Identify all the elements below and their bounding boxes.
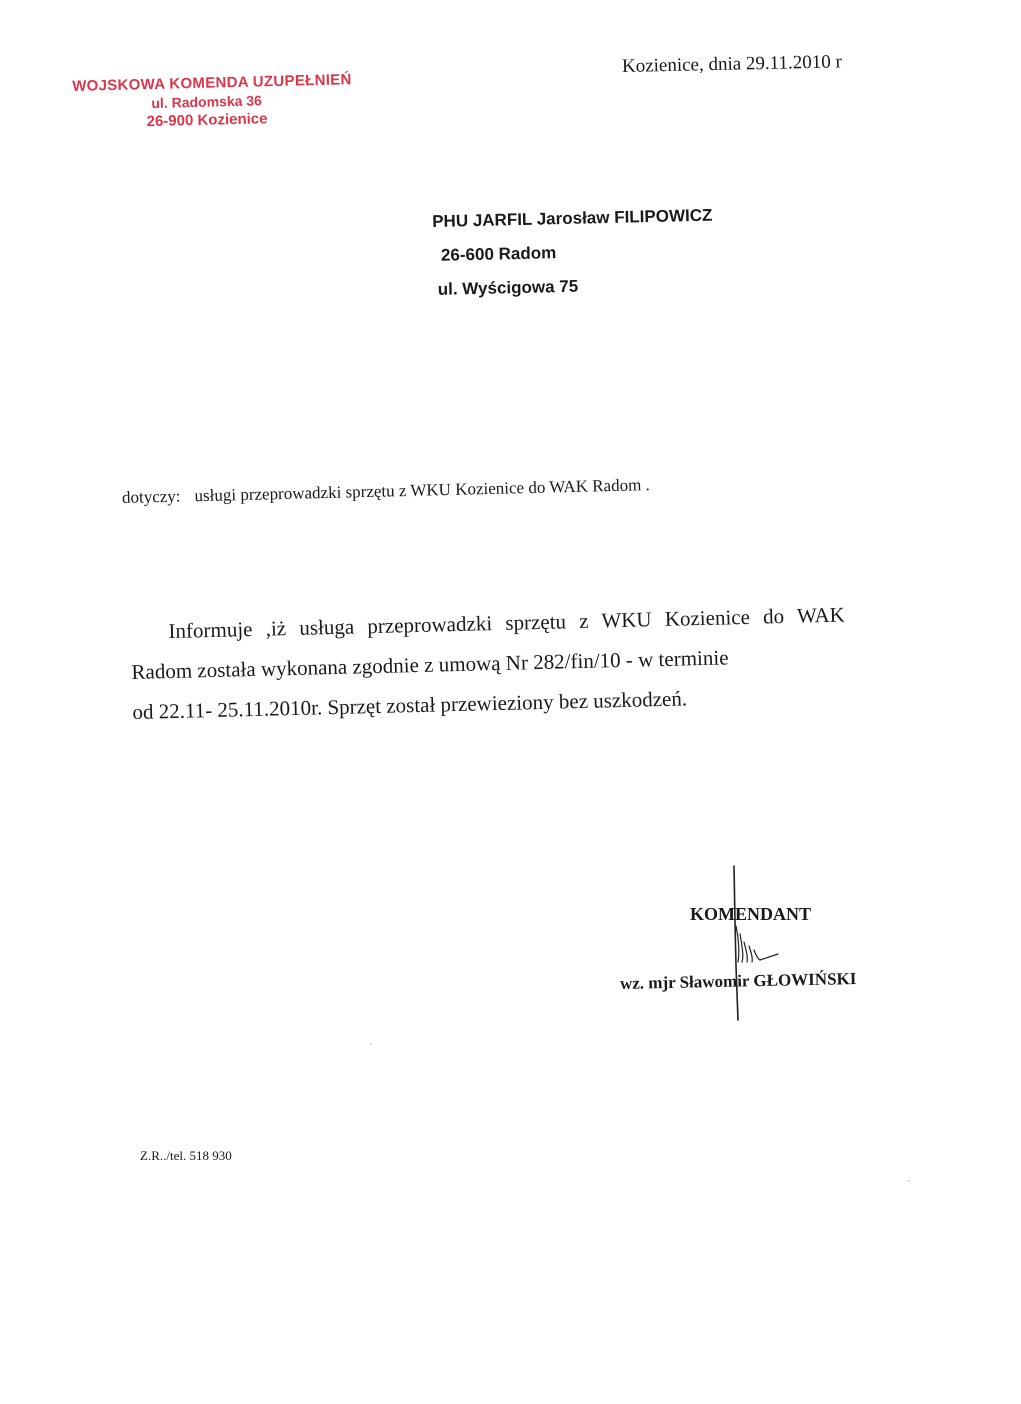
reference-note: Z.R../tel. 518 930 xyxy=(140,1148,232,1163)
recipient-line-2: 26-600 Radom xyxy=(440,243,557,265)
stamp-line-3: 26-900 Kozienice xyxy=(146,110,268,131)
paper-speck xyxy=(370,1043,372,1045)
recipient-line-3: ul. Wyścigowa 75 xyxy=(437,276,579,299)
paper-speck xyxy=(908,1180,910,1182)
handwritten-signature xyxy=(720,862,780,1022)
signatory-title: KOMENDANT xyxy=(690,904,811,924)
institution-stamp xyxy=(72,71,352,132)
place-date: Kozienice, dnia 29.11.2010 r xyxy=(621,51,843,77)
body-line-2: Radom została wykonana zgodnie z umową Nr 282/fin/10 - w terminie xyxy=(131,645,729,684)
body-line-1: Informuje ,iż usługa przeprowadzki sprzętu z WKU Kozienice do WAK xyxy=(168,602,846,644)
subject-line xyxy=(122,475,650,508)
subject-text: usługi przeprowadzki sprzętu z WKU Kozienice do WAK Radom . xyxy=(194,475,651,506)
stamp-line-2: ul. Radomska 36 xyxy=(151,92,263,112)
letter-body xyxy=(130,592,933,732)
recipient-address xyxy=(432,206,714,300)
stamp-line-1: WOJSKOWA KOMENDA UZUPEŁNIEŃ xyxy=(72,71,352,95)
subject-label: dotyczy: xyxy=(121,486,181,507)
body-line-3: od 22.11- 25.11.2010r. Sprzęt został przewieziony bez uszkodzeń. xyxy=(132,686,688,724)
recipient-line-1: PHU JARFIL Jarosław FILIPOWICZ xyxy=(432,205,713,231)
signatory-name: wz. mjr Sławomir GŁOWIŃSKI xyxy=(619,969,857,993)
